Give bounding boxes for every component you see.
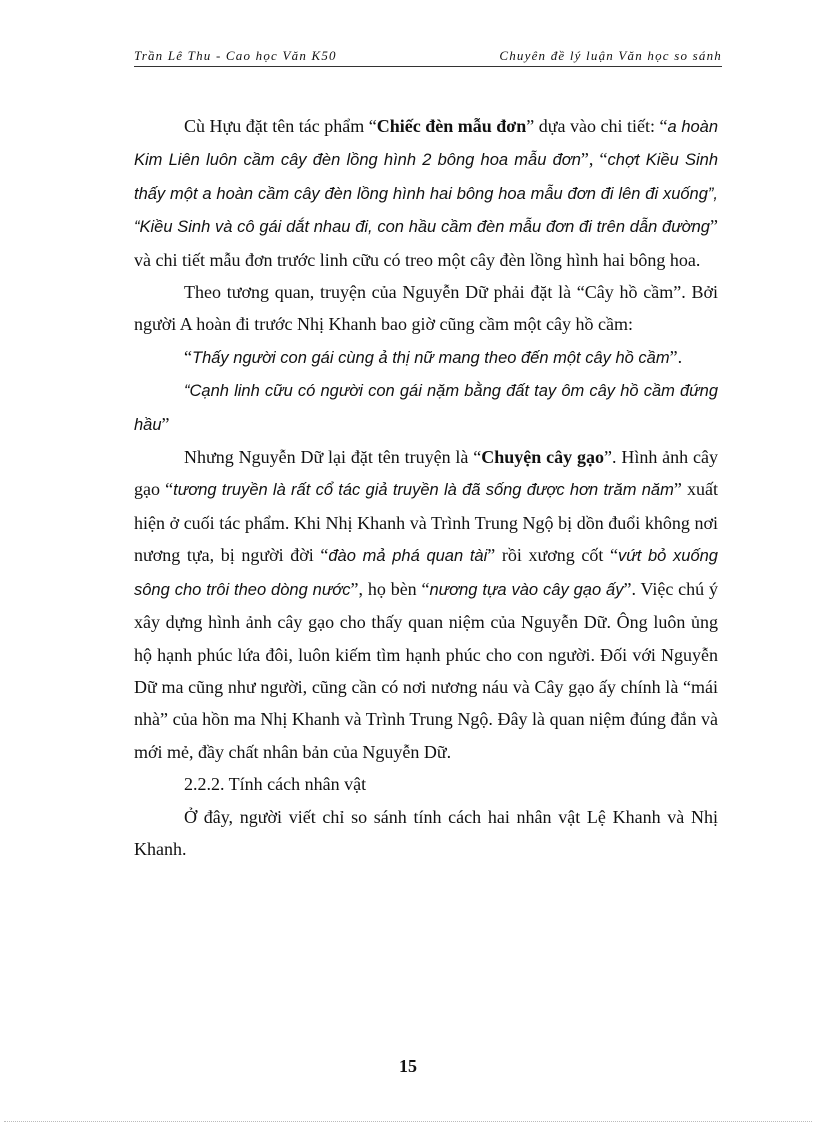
document-body [134, 110, 718, 865]
title-bold: Chiếc đèn mẫu đơn [376, 116, 527, 136]
text: ” [161, 413, 170, 434]
quote-italic: a hoàn Kim Liên luôn cầm cây đèn lồng hình 2 bông hoa mẫu đơn [134, 118, 719, 170]
paragraph-2: Theo tương quan, truyện của Nguyễn Dữ phải đặt là “Cây hồ cầm”. Bởi người A hoàn đi trước Nhị Khanh bao giờ cũng cầm một cây hồ cầm: [134, 282, 718, 335]
text: ” xuất hiện ở cuối tác phẩm. Khi Nhị Khanh và Trình Trung Ngộ bị dồn đuổi không nơi nương tựa, bị người đời “ [134, 479, 719, 566]
paragraph-4: Ở đây, người viết chỉ so sánh tính cách hai nhân vật Lệ Khanh và Nhị Khanh. [134, 806, 718, 859]
text: ”, “ [580, 149, 608, 170]
quote-2 [134, 374, 718, 441]
text: ”. Việc chú ý xây dựng hình ảnh cây gạo cho thấy quan niệm của Nguyễn Dữ. Ông luôn ủng hộ hạnh phúc lứa đôi, luôn kiếm tìm hạnh phúc cho con người. Đối với Nguyễn Dữ ma cũng như người, cũng cần có nơi nương náu và Cây gạo ấy chính là “mái nhà” của hồn ma Nhị Khanh và Trình Trung Ngộ. Đây là quan niệm đúng đắn và mới mẻ, đầy chất nhân bản của Nguyễn Dữ. [134, 578, 718, 762]
text: ”, họ bèn “ [350, 578, 430, 599]
text: Nhưng Nguyễn Dữ lại đặt tên truyện là “ [184, 447, 482, 468]
quote-italic: chợt Kiều Sinh thấy một a hoàn cầm cây đèn lồng hình hai bông hoa mẫu đơn đi lên đi xuống”, “Kiều Sinh và cô gái dắt nhau đi, con hầu cầm đèn mẫu đơn đi trên dẫn đường [134, 151, 719, 237]
page-header [134, 46, 722, 67]
quote-italic: “Cạnh linh cữu có người con gái nặm bằng đất tay ôm cây hồ cầm đứng hầu [134, 382, 718, 434]
footer-divider [4, 1121, 812, 1122]
text: ” và chi tiết mẫu đơn trước linh cữu có treo một cây đèn lồng hình hai bông hoa. [134, 216, 718, 270]
paragraph-3 [134, 441, 718, 768]
quote-italic: đào mả phá quan tài [328, 547, 488, 566]
text: ” rồi xương cốt “ [487, 545, 618, 566]
quote-italic: vứt bỏ xuống sông cho trôi theo dòng nước [134, 547, 718, 599]
text: ”. [669, 346, 683, 367]
paragraph-1 [134, 110, 718, 276]
page-number: 15 [399, 1056, 417, 1076]
text: “ [184, 346, 192, 367]
text: Cù Hựu đặt tên tác phẩm “ [184, 116, 377, 136]
quote-italic: nương tựa vào cây gạo ấy [429, 580, 624, 599]
header-author: Trần Lê Thu - Cao học Văn K50 [134, 48, 337, 63]
title-bold: Chuyện cây gạo [481, 447, 604, 468]
quote-italic: tương truyền là rất cổ tác giả truyền là đã sống được hơn trăm năm [173, 481, 674, 500]
section-heading: 2.2.2. Tính cách nhân vật [184, 774, 367, 795]
quote-1 [134, 341, 718, 374]
header-topic: Chuyên đề lý luận Văn học so sánh [499, 48, 722, 63]
text: ”. Hình ảnh cây gạo “ [134, 447, 718, 500]
quote-italic: Thấy người con gái cùng ả thị nữ mang theo đến một cây hồ cầm [192, 348, 670, 367]
text: ” dựa vào chi tiết: “ [526, 116, 668, 136]
